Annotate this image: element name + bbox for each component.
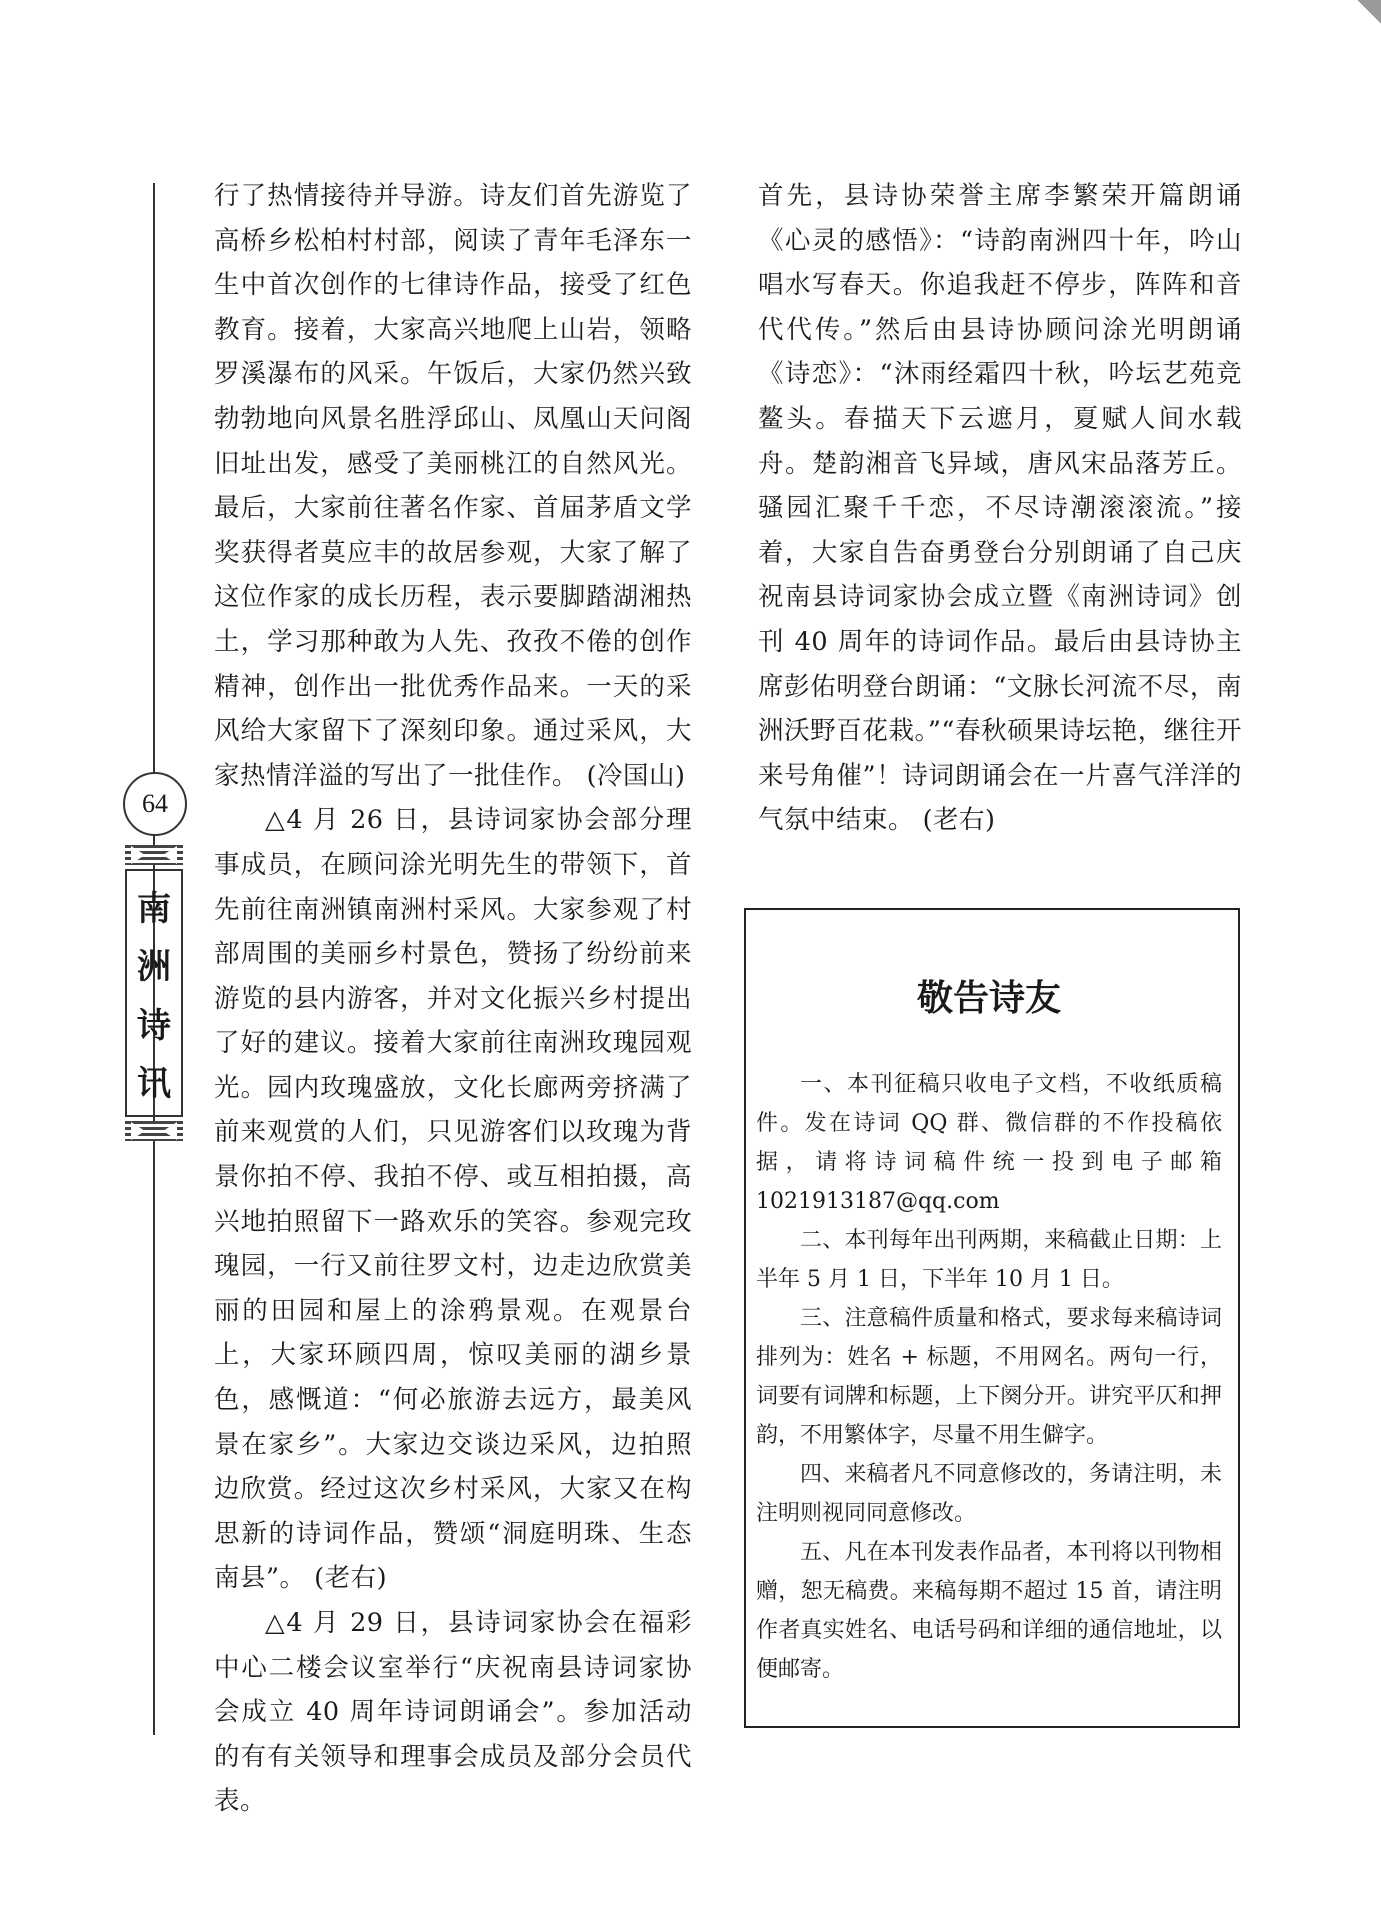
arrow-left-icon: [131, 846, 145, 864]
column-tag-char: 诗: [137, 1005, 171, 1046]
page-number: [123, 772, 187, 836]
column-tag-box: [125, 869, 183, 1117]
right-column: [758, 174, 1242, 843]
column-tag-char: 南: [137, 888, 171, 929]
article-paragraph: △4 月 26 日，县诗词家协会部分理事成员，在顾问涂光明先生的带领下，首先前往南洲镇南洲村采风。大家参观了村部周围的美丽乡村景色，赞扬了纷纷前来游览的县内游客，并对文化振兴乡村提出了好的建议。接着大家前往南洲玫瑰园观光。园内玫瑰盛放，文化长廊两旁挤满了前来观赏的人们，只见游客们以玫瑰为背景你拍不停、我拍不停、或互相拍摄，高兴地拍照留下一路欢乐的笑容。参观完玫瑰园，一行又前往罗文村，边走边欣赏美丽的田园和屋上的涂鸦景观。在观景台上，大家环顾四周，惊叹美丽的湖乡景色，感慨道：“何必旅游去远方，最美风景在家乡”。大家边交谈边采风，边拍照边欣赏。经过这次乡村采风，大家又在构思新的诗词作品，赞颂“洞庭明珠、生态南县”。 (老右): [214, 805, 692, 1594]
column-tag-char: 洲: [137, 947, 171, 988]
tag-stripes-bottom: [125, 1121, 183, 1141]
arrow-right-icon: [163, 1122, 177, 1140]
arrow-right-icon: [163, 846, 177, 864]
left-column: [214, 174, 692, 1824]
arrow-left-icon: [131, 1122, 145, 1140]
notice-title: 敬告诗友: [916, 977, 1061, 1019]
column-tag: [125, 845, 183, 1141]
notice-item: 三、注意稿件质量和格式，要求每来稿诗词排列为：姓名 + 标题，不用网名。两句一行，词要有词牌和标题，上下阕分开。讲究平仄和押韵，不用繁体字，尽量不用生僻字。: [756, 1306, 1222, 1448]
article-paragraph: △4 月 29 日，县诗词家协会在福彩中心二楼会议室举行“庆祝南县诗词家协会成立 40 周年诗词朗诵会”。参加活动的有有关领导和理事会成员及部分会员代表。: [214, 1608, 692, 1817]
notice-item: 二、本刊每年出刊两期，来稿截止日期：上半年 5 月 1 日，下半年 10 月 1 日。: [756, 1228, 1222, 1292]
notice-body: [756, 1065, 1222, 1689]
article-paragraph: 首先，县诗协荣誉主席李繁荣开篇朗诵《心灵的感悟》：“诗韵南洲四十年，吟山唱水写春天。你追我赶不停步，阵阵和音代代传。”然后由县诗协顾问涂光明朗诵《诗恋》：“沐雨经霜四十秋，吟坛艺苑竞鳌头。春描天下云遮月，夏赋人间水载舟。楚韵湘音飞异域，唐风宋品落芳丘。骚园汇聚千千恋，不尽诗潮滚滚流。”接着，大家自告奋勇登台分别朗诵了自己庆祝南县诗词家协会成立暨《南洲诗词》创刊 40 周年的诗词作品。最后由县诗协主席彭佑明登台朗诵：“文脉长河流不尽，南洲沃野百花栽。”“春秋硕果诗坛艳，继往开来号角催”！诗词朗诵会在一片喜气洋洋的气氛中结束。 (老右): [758, 181, 1242, 836]
notice-box: [744, 908, 1240, 1728]
page-number-text: 64: [142, 789, 168, 818]
article-paragraph: 行了热情接待并导游。诗友们首先游览了高桥乡松柏村村部，阅读了青年毛泽东一生中首次创作的七律诗作品，接受了红色教育。接着，大家高兴地爬上山岩，领略罗溪瀑布的风采。午饭后，大家仍然兴致勃勃地向风景名胜浮邱山、凤凰山天问阁旧址出发，感受了美丽桃江的自然风光。最后，大家前往著名作家、首届茅盾文学奖获得者莫应丰的故居参观，大家了解了这位作家的成长历程，表示要脚踏湖湘热土，学习那种敢为人先、孜孜不倦的创作精神，创作出一批优秀作品来。一天的采风给大家留下了深刻印象。通过采风，大家热情洋溢的写出了一批佳作。 (冷国山): [214, 181, 692, 791]
column-tag-char: 讯: [137, 1064, 171, 1105]
page-corner-decoration: [1357, 0, 1381, 24]
notice-item: 五、凡在本刊发表作品者，本刊将以刊物相赠，恕无稿费。来稿每期不超过 15 首，请注明作者真实姓名、电话号码和详细的通信地址，以便邮寄。: [756, 1540, 1222, 1682]
notice-item: 一、本刊征稿只收电子文档，不收纸质稿件。发在诗词 QQ 群、微信群的不作投稿依据，请将诗词稿件统一投到电子邮箱 1021913187@qq.com: [756, 1072, 1222, 1214]
notice-item: 四、来稿者凡不同意修改的，务请注明，未注明则视同同意修改。: [756, 1462, 1222, 1526]
tag-stripes-top: [125, 845, 183, 865]
